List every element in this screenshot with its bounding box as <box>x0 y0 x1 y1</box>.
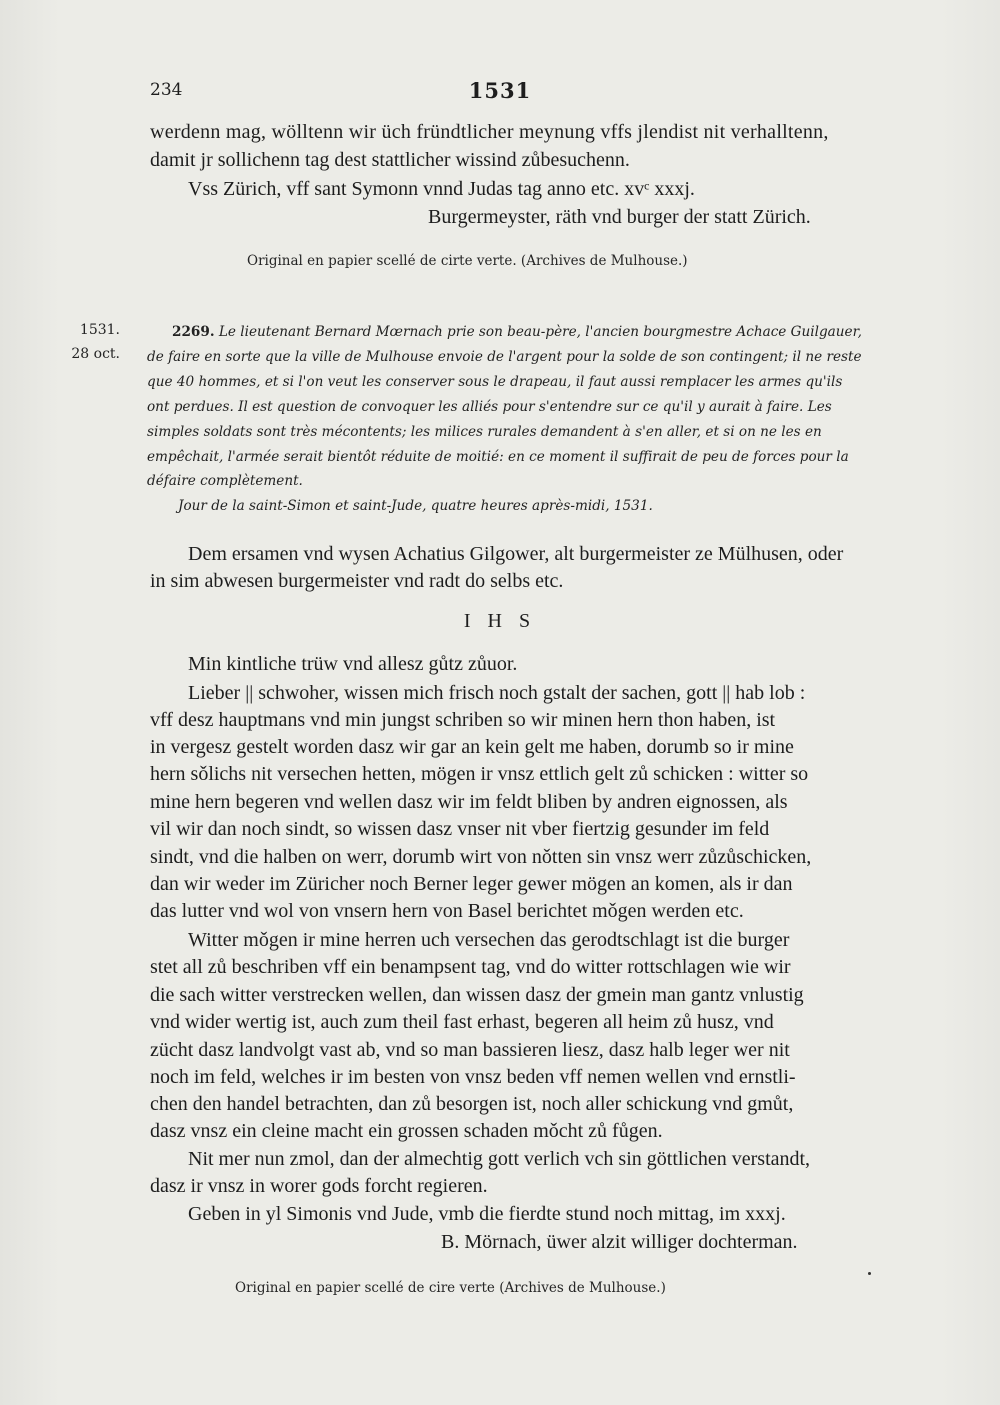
prev-letter-line: damit jr sollichenn tag dest stattlicher wissind zůbesuchenn. <box>150 149 630 171</box>
entry-summary-text: Le lieutenant Bernard Mœrnach prie son beau-père, l'ancien bourgmestre Achace Guilgauer, <box>218 324 862 340</box>
letter-body-line: Witter mǒgen ir mine herren uch versechen das gerodtschlagt ist die burger <box>188 929 790 951</box>
letter-source-note: Original en papier scellé de cire verte (Archives de Mulhouse.) <box>235 1280 666 1296</box>
letter-body-line: sindt, vnd die halben on werr, dorumb wirt von nǒtten sin vnsz werr zůzůschicken, <box>150 846 812 868</box>
letter-body-line: zücht dasz landvolgt vast ab, vnd so man bassieren liesz, dasz halb leger wer nit <box>150 1039 790 1061</box>
entry-summary-line: ont perdues. Il est question de convoquer les alliés pour s'entendre sur ce qu'il y aurait à faire. Les <box>147 399 832 415</box>
entry-summary-line: empêchait, l'armée serait bientôt réduite de moitié: en ce moment il suffirait de peu de forces pour la <box>147 449 849 465</box>
letter-body-line: Lieber || schwoher, wissen mich frisch noch gstalt der sachen, gott || hab lob : <box>188 682 806 704</box>
entry-number: 2269. <box>172 324 215 340</box>
prev-letter-signature: Burgermeyster, räth vnd burger der statt Zürich. <box>428 206 811 228</box>
letter-body-line: noch im feld, welches ir im besten von vnsz beden vff nemen wellen vnd ernstli- <box>150 1066 796 1088</box>
letter-body-line: Nit mer nun zmol, dan der almechtig gott verlich vch sin göttlichen verstandt, <box>188 1148 811 1170</box>
letter-body-line: hern sǒlichs nit versechen hetten, mögen ir vnsz ettlich gelt zů schicken : witter so <box>150 763 809 785</box>
letter-dateline: Geben in yl Simonis vnd Jude, vmb die fierdte stund noch mittag, im xxxj. <box>188 1203 786 1225</box>
prev-letter-line: werdenn mag, wölltenn wir üch fründtlicher meynung vffs jlendist nit verhalltenn, <box>150 121 829 143</box>
entry-summary-line: défaire complètement. <box>147 473 303 489</box>
letter-body-line: mine hern begeren vnd wellen dasz wir im feldt bliben by andren eignossen, als <box>150 791 788 813</box>
ink-speck <box>868 1272 871 1275</box>
letter-body-line: vil wir dan noch sindt, so wissen dasz vnser nit vber fiertzig gesunder im feld <box>150 818 770 840</box>
letter-body-line: dasz ir vnsz in worer gods forcht regieren. <box>150 1175 488 1197</box>
letter-signature: B. Mörnach, üwer alzit williger dochterman. <box>441 1231 798 1253</box>
letter-body-line: das lutter vnd wol von vnsern hern von Basel berichtet mǒgen werden etc. <box>150 900 744 922</box>
margin-date-day: 28 oct. <box>71 346 120 362</box>
letter-body-line: dan wir weder im Züricher noch Berner leger gewer mögen an komen, als ir dan <box>150 873 793 895</box>
letter-address-line: in sim abwesen burgermeister vnd radt do selbs etc. <box>150 570 564 592</box>
ihs-heading: I H S <box>463 610 537 632</box>
entry-summary-line <box>172 324 862 340</box>
page-number: 234 <box>150 80 183 100</box>
letter-body-line: dasz vnsz ein cleine macht ein grossen schaden mǒcht zů fůgen. <box>150 1120 663 1142</box>
entry-summary-line: que 40 hommes, et si l'on veut les conserver sous le drapeau, il faut aussi remplacer les armes qu'ils <box>147 374 843 390</box>
letter-body-line: vff desz hauptmans vnd min jungst schriben so wir minen hern thon haben, ist <box>150 709 776 731</box>
letter-address-line: Dem ersamen vnd wysen Achatius Gilgower, alt burgermeister ze Mülhusen, oder <box>188 543 844 565</box>
page-year-heading: 1531 <box>468 78 532 103</box>
letter-body-line: chen den handel betrachten, dan zů besorgen ist, noch aller schickung vnd gmůt, <box>150 1093 794 1115</box>
entry-summary-line: de faire en sorte que la ville de Mulhouse envoie de l'argent pour la solde de son contingent; il ne reste <box>147 349 862 365</box>
letter-body-line: stet all zů beschriben vff ein benampsent tag, vnd do witter rottschlagen wie wir <box>150 956 791 978</box>
letter-body-line: vnd wider wertig ist, auch zum theil fast erhast, begeren all heim zů husz, vnd <box>150 1011 774 1033</box>
letter-body-line: Min kintliche trüw vnd allesz gůtz zůuor. <box>188 653 518 675</box>
entry-summary-line: simples soldats sont très mécontents; les milices rurales demandent à s'en aller, et si on ne les en <box>147 424 822 440</box>
margin-date-year: 1531. <box>79 322 120 338</box>
prev-letter-source-note: Original en papier scellé de cirte verte. (Archives de Mulhouse.) <box>247 253 688 269</box>
letter-body-line: die sach witter verstrecken wellen, dan wissen dasz der gmein man gantz vnlustig <box>150 984 804 1006</box>
letter-body-line: in vergesz gestelt worden dasz wir gar an kein gelt me haben, dorumb so ir mine <box>150 736 794 758</box>
prev-letter-line: Vss Zürich, vff sant Symonn vnnd Judas tag anno etc. xvᶜ xxxj. <box>188 178 695 200</box>
entry-dateline: Jour de la saint-Simon et saint-Jude, quatre heures après-midi, 1531. <box>178 498 653 514</box>
